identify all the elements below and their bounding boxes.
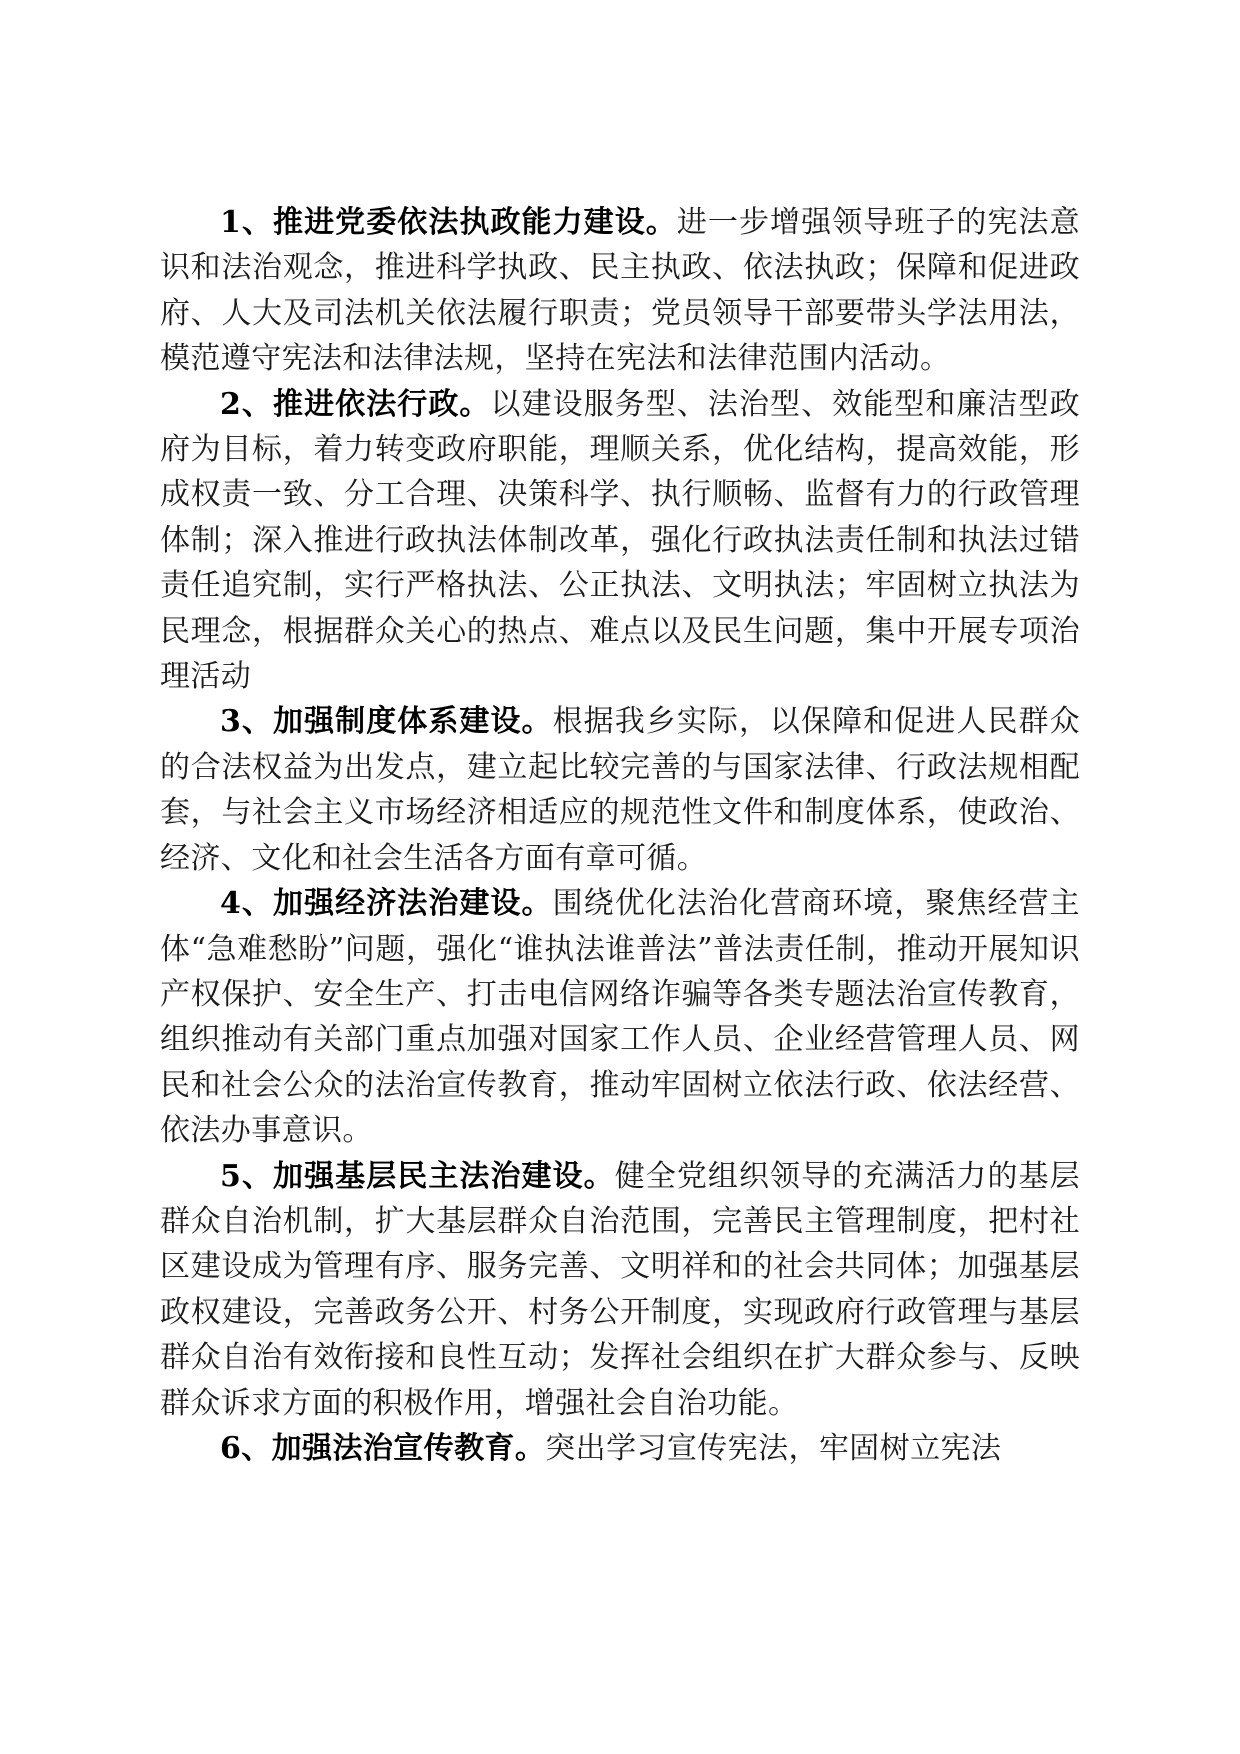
paragraph-1-text: 进一步增强领导班子的宪法意识和法治观念，推进科学执政、民主执政、依法执政；保障和促进政府、人大及司法机关依法履行职责；党员领导干部要带头学法用法，模范遵守宪法和法律法规，坚持在宪法和法律范围内活动。 <box>160 205 1081 377</box>
paragraph-6 <box>160 1426 1080 1471</box>
paragraph-5-text: 健全党组织领导的充满活力的基层群众自治机制，扩大基层群众自治范围，完善民主管理制度，把村社区建设成为管理有序、服务完善、文明祥和的社会共同体；加强基层政权建设，完善政务公开、村务公开制度，实现政府行政管理与基层群众自治有效衔接和良性互动；发挥社会组织在扩大群众参与、反映群众诉求方面的积极作用，增强社会自治功能。 <box>160 1158 1080 1421</box>
paragraph-1-heading: 1、推进党委依法执政能力建设。 <box>220 205 677 240</box>
paragraph-4-text: 围绕优化法治化营商环境，聚焦经营主体“急难愁盼”问题，强化“谁执法谁普法”普法责任制，推动开展知识产权保护、安全生产、打击电信网络诈骗等各类专题法治宣传教育，组织推动有关部门重点加强对国家工作人员、企业经营管理人员、网民和社会公众的法治宣传教育，推动牢固树立依法行政、依法经营、依法办事意识。 <box>160 886 1080 1149</box>
paragraph-5-heading: 5、加强基层民主法治建设。 <box>220 1158 615 1194</box>
paragraph-4 <box>160 881 1080 1153</box>
paragraph-3-heading: 3、加强制度体系建设。 <box>220 704 553 740</box>
paragraph-1 <box>160 200 1080 382</box>
paragraph-2 <box>160 382 1080 700</box>
paragraph-2-text: 以建设服务型、法治型、效能型和廉洁型政府为目标，着力转变政府职能，理顺关系，优化结构，提高效能，形成权责一致、分工合理、决策科学、执行顺畅、监督有力的行政管理体制；深入推进行政执法体制改革，强化行政执法责任制和执法过错责任追究制，实行严格执法、公正执法、文明执法；牢固树立执法为民理念，根据群众关心的热点、难点以及民生问题，集中开展专项治理活动 <box>160 386 1080 695</box>
paragraph-3-text: 根据我乡实际，以保障和促进人民群众的合法权益为出发点，建立起比较完善的与国家法律、行政法规相配套，与社会主义市场经济相适应的规范性文件和制度体系，使政治、经济、文化和社会生活各方面有章可循。 <box>160 704 1080 876</box>
paragraph-5 <box>160 1154 1080 1426</box>
document-body <box>160 200 1080 1471</box>
paragraph-6-text: 突出学习宣传宪法，牢固树立宪法 <box>545 1430 1002 1466</box>
paragraph-3 <box>160 699 1080 881</box>
paragraph-4-heading: 4、加强经济法治建设。 <box>220 886 553 922</box>
paragraph-6-heading: 6、加强法治宣传教育。 <box>220 1430 546 1466</box>
paragraph-2-heading: 2、推进依法行政。 <box>220 386 491 422</box>
